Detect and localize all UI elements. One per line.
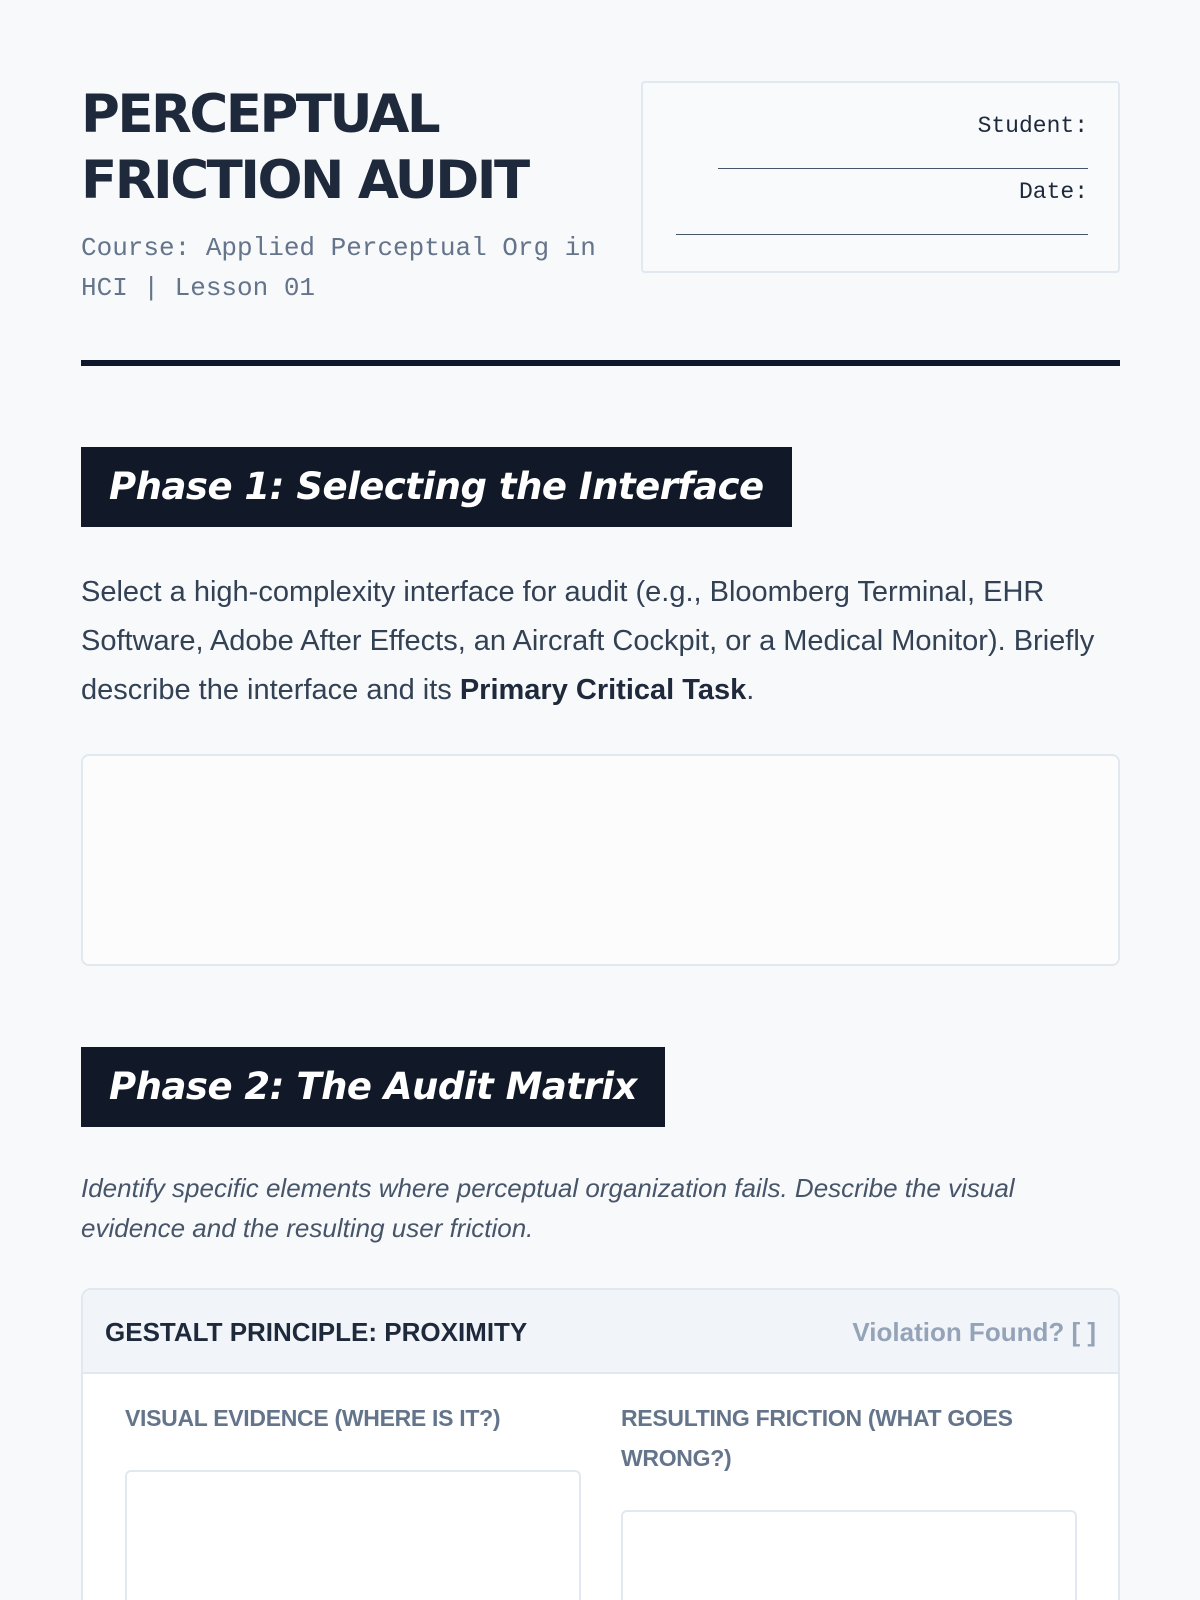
matrix-card-header [83, 1290, 1118, 1374]
student-info-box [641, 81, 1120, 273]
interface-description-field[interactable] [81, 754, 1120, 966]
student-name-line[interactable] [718, 168, 1088, 169]
student-label: Student: [977, 113, 1088, 139]
title-line-1: PERCEPTUAL [81, 84, 439, 145]
course-info: Course: Applied Perceptual Org in HCI | Lesson 01 [81, 233, 596, 303]
phase-1-instructions [81, 568, 1120, 715]
worksheet-header [81, 0, 1120, 303]
phase-2-instructions: Identify specific elements where perceptual organization fails. Describe the visual evidence and the resulting user friction. [81, 1173, 1015, 1243]
violation-checkbox[interactable]: Violation Found? [ ] [852, 1317, 1096, 1347]
phase-1-heading: Phase 1: Selecting the Interface [81, 447, 792, 527]
date-line[interactable] [676, 234, 1088, 235]
principle-title: GESTALT PRINCIPLE: PROXIMITY [105, 1317, 528, 1347]
visual-evidence-label: VISUAL EVIDENCE (WHERE IS IT?) [125, 1405, 501, 1431]
visual-evidence-field[interactable] [125, 1470, 581, 1600]
resulting-friction-field[interactable] [621, 1510, 1077, 1600]
phase-2-heading: Phase 2: The Audit Matrix [81, 1047, 665, 1127]
resulting-friction-label: RESULTING FRICTION (WHAT GOES WRONG?) [621, 1405, 1013, 1471]
worksheet-page [81, 0, 1120, 1471]
date-label: Date: [1018, 179, 1088, 205]
worksheet-title [81, 82, 641, 214]
phase-1-text-end: . [746, 674, 755, 706]
header-divider [81, 360, 1120, 366]
primary-critical-task-label: Primary Critical Task [459, 674, 747, 706]
matrix-card-proximity [81, 1288, 1120, 1600]
title-line-2: FRICTION AUDIT [81, 150, 528, 211]
phase-1-text: Select a high-complexity interface for audit (e.g., Bloomberg Terminal, EHR Software, Adobe After Effects, an Aircraft Cockpit, or a Medical Monitor). Briefly describe the interface and its [81, 576, 1095, 706]
